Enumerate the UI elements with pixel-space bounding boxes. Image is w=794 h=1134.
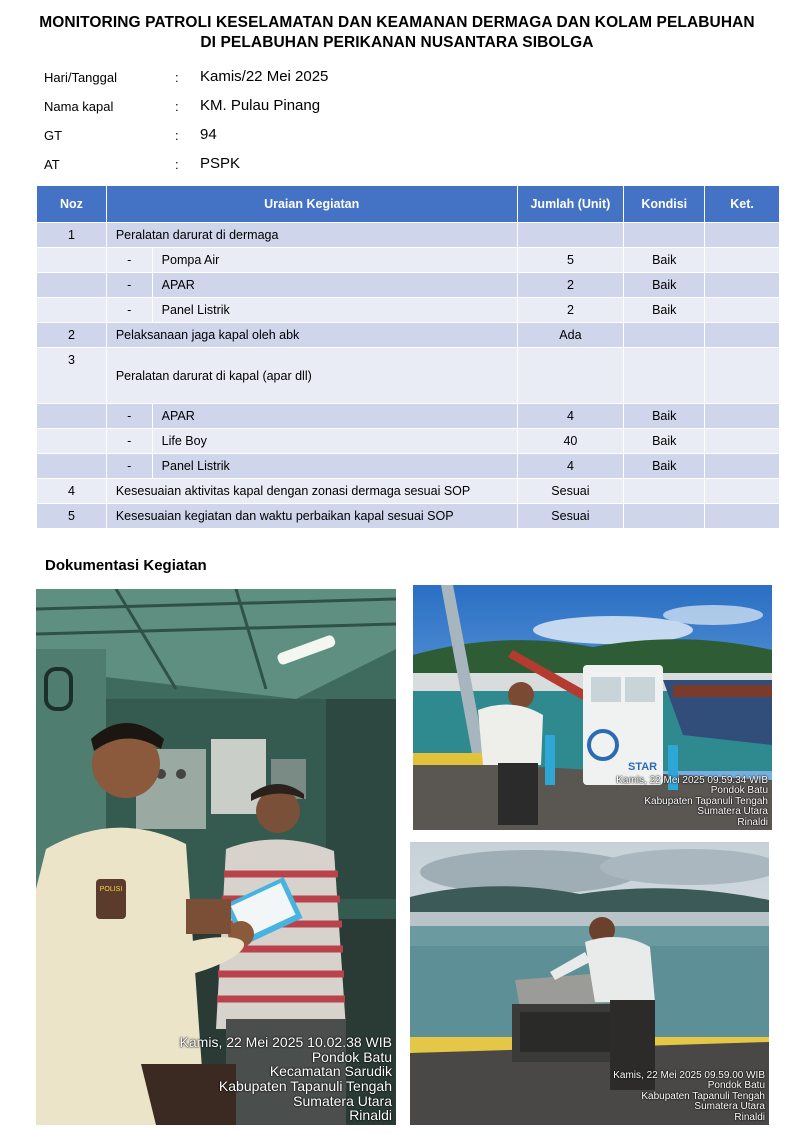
cell-jumlah <box>518 348 624 403</box>
cell-ket <box>705 429 779 453</box>
table-row <box>37 273 779 297</box>
cell-jumlah: 4 <box>518 454 624 478</box>
cell-item: Kesesuaian kegiatan dan waktu perbaikan kapal sesuai SOP <box>107 504 517 528</box>
header-kondisi: Kondisi <box>624 186 704 222</box>
stamp-line: Kamis, 22 Mei 2025 09.59.00 WIB <box>613 1069 765 1081</box>
cell-jumlah: 4 <box>518 404 624 428</box>
cell-item: Panel Listrik <box>153 454 517 478</box>
stamp-line: Pondok Batu <box>710 785 768 796</box>
cell-item: Life Boy <box>153 429 517 453</box>
photo-ship-inspection <box>36 589 396 1125</box>
meta-colon: : <box>175 99 179 114</box>
cell-dash: - <box>107 298 152 322</box>
cell-ket <box>705 248 779 272</box>
meta-colon: : <box>175 128 179 143</box>
cell-jumlah: 5 <box>518 248 624 272</box>
table-row <box>37 223 779 247</box>
cell-kondisi: Baik <box>624 454 704 478</box>
stamp-line: Sumatera Utara <box>697 806 768 817</box>
patrol-table <box>36 185 780 529</box>
stamp-line: Kabupaten Tapanuli Tengah <box>218 1077 392 1094</box>
stamp-line: Kecamatan Sarudik <box>269 1063 392 1080</box>
photo-timestamp-stamp <box>616 776 768 829</box>
cell-ket <box>705 504 779 528</box>
cell-item: APAR <box>153 404 517 428</box>
table-row <box>37 248 779 272</box>
stamp-line: Sumatera Utara <box>293 1092 392 1109</box>
cell-no <box>37 273 106 297</box>
cell-dash: - <box>107 429 152 453</box>
cell-item: Pelaksanaan jaga kapal oleh abk <box>107 323 517 347</box>
table-row <box>37 298 779 322</box>
cell-kondisi: Baik <box>624 404 704 428</box>
cell-kondisi <box>624 348 704 403</box>
photo-dock-pump <box>413 585 772 830</box>
header-jumlah: Jumlah (Unit) <box>518 186 624 222</box>
stamp-line: Pondok Batu <box>707 1080 765 1091</box>
cell-dash: - <box>107 404 152 428</box>
cell-ket <box>705 479 779 503</box>
cell-kondisi: Baik <box>624 248 704 272</box>
cell-jumlah: 2 <box>518 298 624 322</box>
cell-ket <box>705 323 779 347</box>
table-row <box>37 348 779 403</box>
cell-kondisi: Baik <box>624 298 704 322</box>
cell-item: Peralatan darurat di dermaga <box>107 223 517 247</box>
cell-item: APAR <box>153 273 517 297</box>
stamp-line: Pondok Batu <box>311 1048 392 1065</box>
cell-no <box>37 429 106 453</box>
cell-item: Pompa Air <box>153 248 517 272</box>
meta-value: 94 <box>200 126 217 143</box>
photo-timestamp-stamp <box>180 1035 392 1123</box>
document-title <box>0 13 794 53</box>
cell-kondisi: Baik <box>624 429 704 453</box>
cell-dash: - <box>107 454 152 478</box>
cell-no <box>37 298 106 322</box>
cell-no: 1 <box>37 223 106 247</box>
table-row <box>37 504 779 528</box>
table-row <box>37 479 779 503</box>
cell-jumlah: 40 <box>518 429 624 453</box>
cell-ket <box>705 273 779 297</box>
cell-no: 2 <box>37 323 106 347</box>
cell-no <box>37 248 106 272</box>
stamp-line: Rinaldi <box>349 1107 392 1124</box>
cell-ket <box>705 223 779 247</box>
table-row <box>37 404 779 428</box>
meta-label: Hari/Tanggal <box>44 70 117 85</box>
cell-ket <box>705 404 779 428</box>
cell-kondisi <box>624 323 704 347</box>
cell-ket <box>705 298 779 322</box>
cell-kondisi <box>624 223 704 247</box>
cell-no <box>37 454 106 478</box>
header-no: Noz <box>37 186 106 222</box>
cell-no: 5 <box>37 504 106 528</box>
cell-dash: - <box>107 248 152 272</box>
header-uraian: Uraian Kegiatan <box>107 186 517 222</box>
cell-jumlah: Sesuai <box>518 504 624 528</box>
meta-value: PSPK <box>200 155 241 172</box>
stamp-line: Rinaldi <box>737 816 768 828</box>
cell-item: Kesesuaian aktivitas kapal dengan zonasi dermaga sesuai SOP <box>107 479 517 503</box>
stamp-line: Kabupaten Tapanuli Tengah <box>641 1090 765 1102</box>
title-line-2: DI PELABUHAN PERIKANAN NUSANTARA SIBOLGA <box>200 34 594 51</box>
photo-timestamp-stamp <box>613 1071 765 1124</box>
table-row <box>37 454 779 478</box>
header-ket: Ket. <box>705 186 779 222</box>
title-line-1: MONITORING PATROLI KESELAMATAN DAN KEAMANAN DERMAGA DAN KOLAM PELABUHAN <box>39 14 755 31</box>
stamp-line: Kabupaten Tapanuli Tengah <box>644 795 768 807</box>
cell-no <box>37 404 106 428</box>
table-row <box>37 429 779 453</box>
cell-no: 3 <box>37 348 106 403</box>
stamp-line: Rinaldi <box>734 1111 765 1123</box>
cell-jumlah: Sesuai <box>518 479 624 503</box>
meta-label: GT <box>44 128 63 143</box>
cell-item: Panel Listrik <box>153 298 517 322</box>
cell-ket <box>705 454 779 478</box>
table-header-row <box>37 186 779 222</box>
cell-ket <box>705 348 779 403</box>
cell-dash: - <box>107 273 152 297</box>
stamp-line: Kamis, 22 Mei 2025 09.59.34 WIB <box>616 774 768 786</box>
cell-jumlah <box>518 223 624 247</box>
cell-kondisi <box>624 479 704 503</box>
meta-colon: : <box>175 157 179 172</box>
cell-no: 4 <box>37 479 106 503</box>
photo-dock-panel <box>410 842 769 1125</box>
meta-label: AT <box>44 157 60 172</box>
cell-kondisi <box>624 504 704 528</box>
cell-jumlah: Ada <box>518 323 624 347</box>
meta-colon: : <box>175 70 179 85</box>
pump-label: STAR <box>628 761 658 773</box>
cell-item: Peralatan darurat di kapal (apar dll) <box>107 348 517 403</box>
meta-value: KM. Pulau Pinang <box>200 97 321 114</box>
documentation-title: Dokumentasi Kegiatan <box>45 557 207 574</box>
cell-kondisi: Baik <box>624 273 704 297</box>
cell-jumlah: 2 <box>518 273 624 297</box>
table-row <box>37 323 779 347</box>
meta-value: Kamis/22 Mei 2025 <box>200 68 329 85</box>
meta-label: Nama kapal <box>44 99 114 114</box>
stamp-line: Kamis, 22 Mei 2025 10.02.38 WIB <box>179 1033 392 1050</box>
stamp-line: Sumatera Utara <box>694 1101 765 1112</box>
officer-badge: POLISI <box>99 886 123 893</box>
